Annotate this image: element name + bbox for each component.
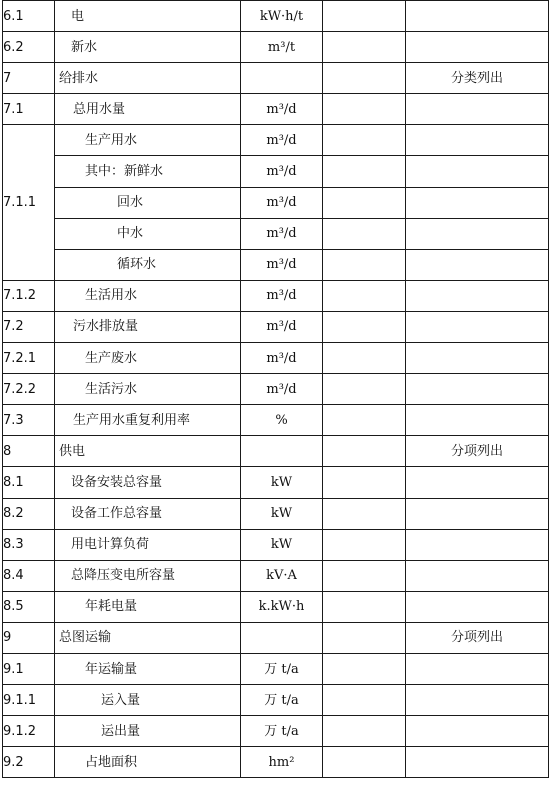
item-value — [323, 63, 406, 94]
table-row — [3, 156, 549, 187]
table-row — [3, 498, 549, 529]
item-unit: m³/d — [241, 374, 323, 405]
table-row — [3, 685, 549, 716]
item-value — [323, 529, 406, 560]
item-value — [323, 560, 406, 591]
item-name: 循环水 — [55, 249, 241, 280]
table-row — [3, 249, 549, 280]
item-unit: m³/t — [241, 32, 323, 63]
item-value — [323, 747, 406, 778]
item-name: 生产用水重复利用率 — [55, 405, 241, 436]
item-note — [406, 343, 549, 374]
item-name: 供电 — [55, 436, 241, 467]
table-row — [3, 436, 549, 467]
item-note — [406, 716, 549, 747]
item-note: 分项列出 — [406, 436, 549, 467]
item-unit: % — [241, 405, 323, 436]
table-row — [3, 716, 549, 747]
item-value — [323, 716, 406, 747]
item-name: 运入量 — [55, 685, 241, 716]
item-unit: m³/d — [241, 249, 323, 280]
table-row — [3, 187, 549, 218]
table-row — [3, 1, 549, 32]
item-name: 总降压变电所容量 — [55, 560, 241, 591]
item-note — [406, 249, 549, 280]
item-name: 其中：新鲜水 — [55, 156, 241, 187]
item-name: 总图运输 — [55, 622, 241, 653]
item-number: 7.2.2 — [3, 374, 55, 405]
item-note — [406, 1, 549, 32]
item-unit: hm² — [241, 747, 323, 778]
item-name: 新水 — [55, 32, 241, 63]
item-note — [406, 747, 549, 778]
item-number: 6.1 — [3, 1, 55, 32]
item-note: 分项列出 — [406, 622, 549, 653]
table-row — [3, 653, 549, 684]
item-value — [323, 125, 406, 156]
table-row — [3, 343, 549, 374]
item-unit: k.kW·h — [241, 591, 323, 622]
item-value — [323, 498, 406, 529]
item-number: 8.4 — [3, 560, 55, 591]
item-number: 7.2 — [3, 311, 55, 342]
item-name: 电 — [55, 1, 241, 32]
item-value — [323, 343, 406, 374]
item-value — [323, 187, 406, 218]
item-number: 7 — [3, 63, 55, 94]
table-row — [3, 405, 549, 436]
item-value — [323, 218, 406, 249]
item-name: 运出量 — [55, 716, 241, 747]
item-number: 9.1 — [3, 653, 55, 684]
item-number: 8.3 — [3, 529, 55, 560]
item-value — [323, 249, 406, 280]
table-row — [3, 32, 549, 63]
table-row — [3, 747, 549, 778]
item-number: 7.1.2 — [3, 280, 55, 311]
item-unit: m³/d — [241, 218, 323, 249]
item-note — [406, 156, 549, 187]
item-name: 年运输量 — [55, 653, 241, 684]
item-value — [323, 653, 406, 684]
item-note — [406, 685, 549, 716]
item-note — [406, 467, 549, 498]
item-name: 生活用水 — [55, 280, 241, 311]
table-row — [3, 311, 549, 342]
item-number: 8.5 — [3, 591, 55, 622]
item-note — [406, 653, 549, 684]
item-value — [323, 1, 406, 32]
item-value — [323, 311, 406, 342]
table-row — [3, 560, 549, 591]
item-number: 8 — [3, 436, 55, 467]
item-unit: m³/d — [241, 280, 323, 311]
item-number: 9.1.2 — [3, 716, 55, 747]
item-name: 生产废水 — [55, 343, 241, 374]
item-unit: kW·h/t — [241, 1, 323, 32]
item-note — [406, 218, 549, 249]
item-name: 用电计算负荷 — [55, 529, 241, 560]
item-value — [323, 156, 406, 187]
item-unit: m³/d — [241, 187, 323, 218]
item-unit: 万 t/a — [241, 716, 323, 747]
item-number: 8.2 — [3, 498, 55, 529]
item-name: 总用水量 — [55, 94, 241, 125]
item-note — [406, 187, 549, 218]
item-value — [323, 436, 406, 467]
item-note — [406, 498, 549, 529]
item-value — [323, 94, 406, 125]
item-name: 给排水 — [55, 63, 241, 94]
item-number: 7.1.1 — [3, 125, 55, 280]
item-value — [323, 591, 406, 622]
item-unit: 万 t/a — [241, 685, 323, 716]
item-name: 中水 — [55, 218, 241, 249]
item-number: 7.3 — [3, 405, 55, 436]
item-unit: kW — [241, 498, 323, 529]
item-unit: m³/d — [241, 311, 323, 342]
item-name: 设备工作总容量 — [55, 498, 241, 529]
item-note — [406, 405, 549, 436]
item-unit: 万 t/a — [241, 653, 323, 684]
item-name: 设备安装总容量 — [55, 467, 241, 498]
item-value — [323, 685, 406, 716]
item-name: 生活污水 — [55, 374, 241, 405]
item-name: 年耗电量 — [55, 591, 241, 622]
item-name: 生产用水 — [55, 125, 241, 156]
item-value — [323, 405, 406, 436]
item-value — [323, 374, 406, 405]
item-note — [406, 32, 549, 63]
item-value — [323, 467, 406, 498]
item-unit: m³/d — [241, 125, 323, 156]
item-note — [406, 591, 549, 622]
item-number: 7.2.1 — [3, 343, 55, 374]
table-row — [3, 622, 549, 653]
item-unit — [241, 63, 323, 94]
item-number: 8.1 — [3, 467, 55, 498]
table-row — [3, 374, 549, 405]
item-unit: kV·A — [241, 560, 323, 591]
item-name: 污水排放量 — [55, 311, 241, 342]
item-note — [406, 560, 549, 591]
item-value — [323, 622, 406, 653]
item-note: 分类列出 — [406, 63, 549, 94]
item-number: 6.2 — [3, 32, 55, 63]
item-number: 9.1.1 — [3, 685, 55, 716]
table-row — [3, 529, 549, 560]
item-note — [406, 529, 549, 560]
item-unit — [241, 622, 323, 653]
item-note — [406, 125, 549, 156]
item-unit: m³/d — [241, 94, 323, 125]
table-row — [3, 63, 549, 94]
item-note — [406, 280, 549, 311]
item-note — [406, 94, 549, 125]
table-row — [3, 125, 549, 156]
item-value — [323, 280, 406, 311]
table-row — [3, 218, 549, 249]
item-unit — [241, 436, 323, 467]
table-row — [3, 467, 549, 498]
item-number: 7.1 — [3, 94, 55, 125]
item-unit: kW — [241, 467, 323, 498]
table-row — [3, 591, 549, 622]
table-row — [3, 280, 549, 311]
item-number: 9.2 — [3, 747, 55, 778]
item-note — [406, 311, 549, 342]
table-row — [3, 94, 549, 125]
item-unit: m³/d — [241, 343, 323, 374]
item-name: 占地面积 — [55, 747, 241, 778]
indicator-table — [2, 0, 549, 778]
item-unit: m³/d — [241, 156, 323, 187]
item-note — [406, 374, 549, 405]
item-name: 回水 — [55, 187, 241, 218]
item-value — [323, 32, 406, 63]
item-unit: kW — [241, 529, 323, 560]
item-number: 9 — [3, 622, 55, 653]
